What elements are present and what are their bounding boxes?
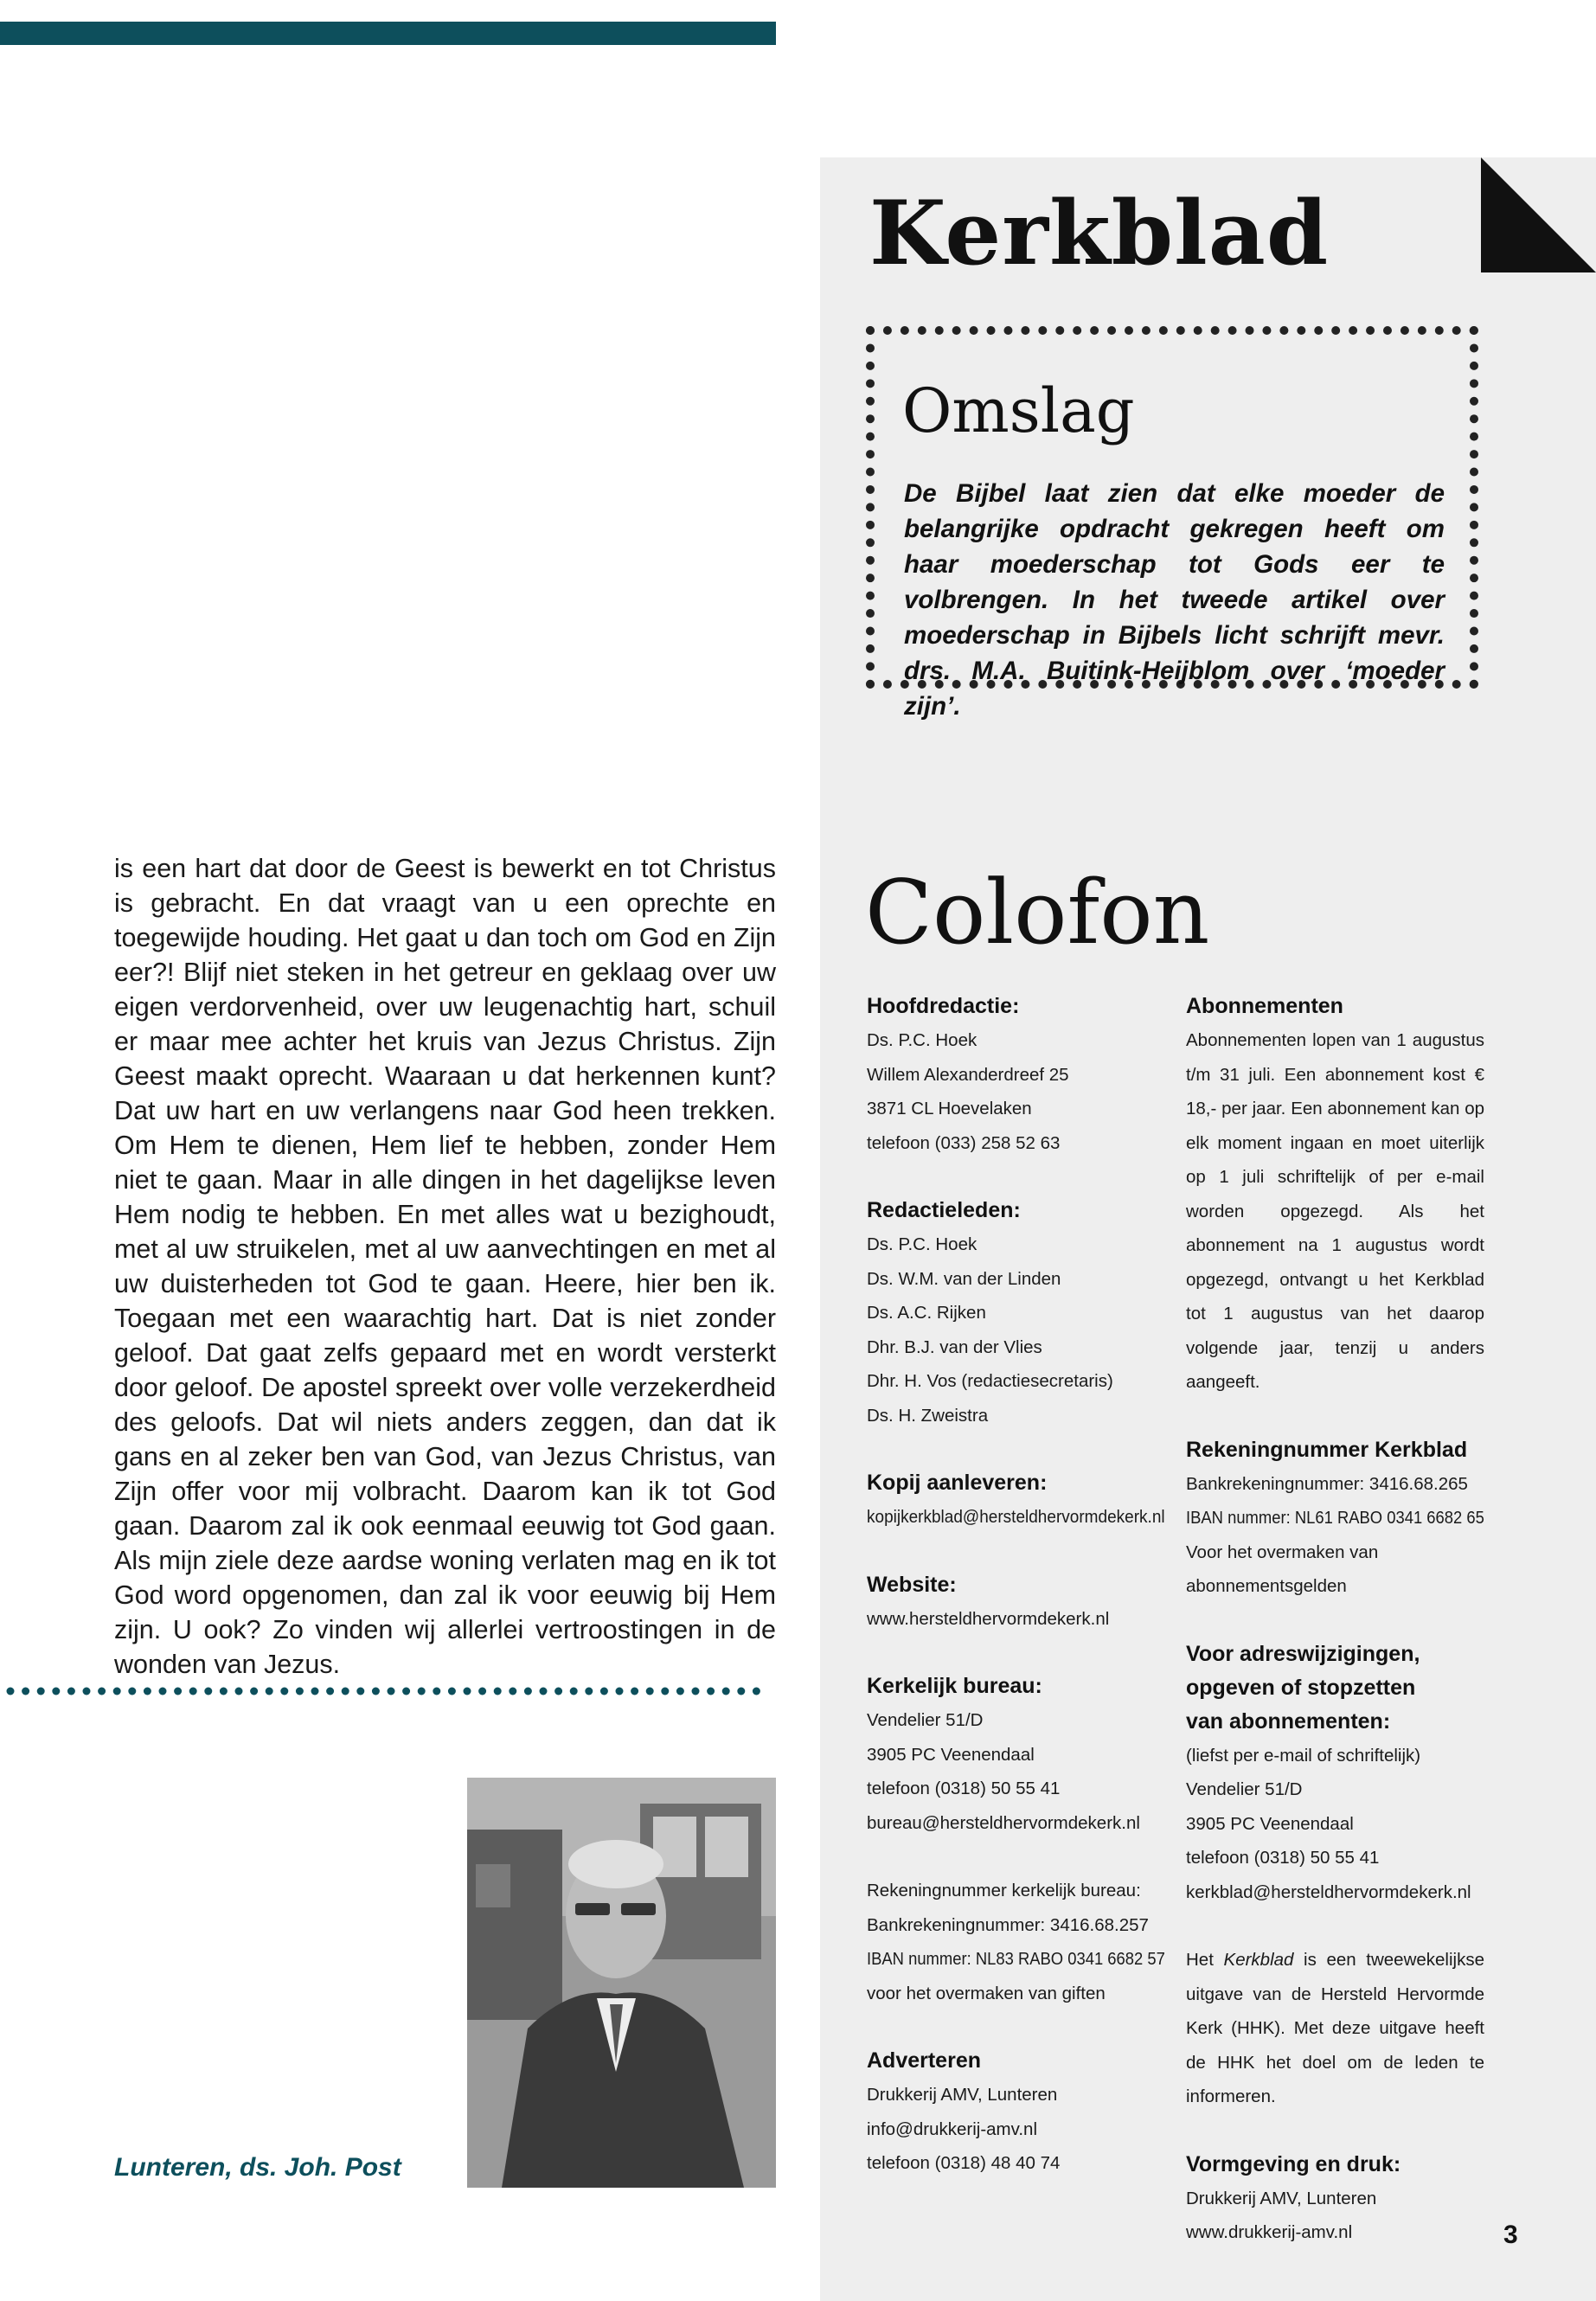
separator-dot <box>707 1688 715 1695</box>
colofon-line: abonnementsgelden <box>1186 1576 1347 1596</box>
colofon-line: Drukkerij AMV, Lunteren <box>1186 2188 1377 2208</box>
colofon-line: Bankrekeningnummer: 3416.68.265 <box>1186 1473 1468 1494</box>
separator-dot <box>189 1688 197 1695</box>
separator-dot <box>402 1688 410 1695</box>
website-link[interactable]: www.hersteldhervormdekerk.nl <box>867 1608 1110 1629</box>
separator-dot <box>509 1688 516 1695</box>
colofon-line: Vendelier 51/D <box>1186 1779 1303 1799</box>
colofon-line: 3905 PC Veenendaal <box>1186 1813 1354 1834</box>
colofon-heading: Rekeningnummer Kerkblad <box>1186 1437 1468 1462</box>
portrait-photo <box>467 1778 776 2188</box>
separator-dot <box>37 1688 45 1695</box>
colofon-line: voor het overmaken van giften <box>867 1983 1106 2003</box>
colofon-heading: Abonnementen <box>1186 994 1343 1018</box>
separator-dot <box>646 1688 654 1695</box>
separator-dot <box>113 1688 121 1695</box>
colofon-block-adreswijzigingen <box>1186 1638 1484 1910</box>
colofon-left-column <box>867 990 1165 2214</box>
colofon-block-rekening-kerkblad <box>1186 1433 1484 1604</box>
drukkerij-link[interactable]: www.drukkerij-amv.nl <box>1186 2222 1353 2242</box>
separator-dot <box>600 1688 608 1695</box>
separator-dot <box>478 1688 486 1695</box>
separator-dot <box>280 1688 288 1695</box>
separator-dot <box>448 1688 456 1695</box>
colofon-line: Voor het overmaken van <box>1186 1541 1379 1562</box>
abonnementen-text: Abonnementen lopen van 1 augustus t/m 31 juli. Een abonnement kost € 18,- per jaar. Een abonnement kan op elk moment ingaan en moet uiterlijk op 1 juli schriftelijk of per e-mail worden opgezegd. Als het abonnement na 1 augustus wordt opgezegd, ontvangt u het Kerkblad tot 1 augustus van het daarop volgende jaar, tenzij u anders aangeeft. <box>1186 1030 1484 1392</box>
top-accent-bar <box>0 22 776 45</box>
colofon-block-kopij <box>867 1466 1165 1535</box>
colofon-line: IBAN nummer: NL61 RABO 0341 6682 65 <box>1186 1508 1484 1528</box>
separator-dot <box>524 1688 532 1695</box>
separator-dot <box>692 1688 700 1695</box>
about-text-part: is een tweewekelijkse uitgave van de Hersteld Hervormde Kerk (HHK). Met deze uitgave heeft de HHK het doel om de leden te informeren. <box>1186 1950 1484 2106</box>
separator-dot <box>418 1688 426 1695</box>
separator-dot <box>372 1688 380 1695</box>
about-text-part: Het <box>1186 1950 1224 1970</box>
colofon-block-about <box>1186 1943 1484 2114</box>
separator-dot <box>266 1688 273 1695</box>
colofon-heading: Voor adreswijzigingen, opgeven of stopzetten van abonnementen: <box>1186 1641 1420 1734</box>
colofon-heading: Redactieleden: <box>867 1198 1021 1222</box>
separator-dot <box>52 1688 60 1695</box>
colofon-block-redactieleden <box>867 1194 1165 1433</box>
separator-dot <box>356 1688 364 1695</box>
colofon-title: Colofon <box>865 862 1210 965</box>
separator-dot <box>250 1688 258 1695</box>
separator-dot <box>98 1688 106 1695</box>
separator-dot <box>737 1688 745 1695</box>
colofon-line: telefoon (0318) 50 55 41 <box>867 1779 1061 1798</box>
page-corner-triangle <box>1481 157 1596 272</box>
colofon-line: Rekeningnummer kerkelijk bureau: <box>867 1881 1141 1900</box>
separator-dot <box>433 1688 440 1695</box>
article-body: is een hart dat door de Geest is bewerkt en tot Christus is gebracht. En dat vraagt van u een oprechte en toegewijde houding. Het gaat u dan toch om God en Zijn eer?! Blijf niet steken in het getreur en geklaag over uw eigen verdorvenheid, over uw leugenachtig hart, schuil er maar mee achter het kruis van Jezus Christus. Zijn Geest maakt oprecht. Waaraan u dat herkennen kunt? Dat uw hart en uw verlangens naar God heen trekken. Om Hem te dienen, Hem lief te hebben, zonder Hem niet te gaan. Maar in alle dingen in het dagelijkse leven Hem nodig te hebben. En met alles wat u bezighoudt, met al uw struikelen, met al uw aanvechtingen en met al uw duisterheden tot God te gaan. Heere, hier ben ik. Toegaan met een waarachtig hart. Dat is niet zonder geloof. Dat gaat zelfs gepaard met en wordt versterkt door geloof. De apostel spreekt over volle verzekerdheid des geloofs. Dat wil niets anders zeggen, dan dat ik gans en al zeker ben van God, van Jezus Christus, van Zijn offer voor mij volbracht. Daarom kan ik tot God gaan. Daarom zal ik ook eenmaal eeuwig tot God gaan. Als mijn ziele deze aardse woning verlaten mag en ik tot God word opgenomen, dan zal ik voor eeuwig bij Hem zijn. U ook? Zo vinden wij allerlei vertroostingen in de wonden van Jezus. <box>114 854 776 1679</box>
separator-dot <box>174 1688 182 1695</box>
colofon-block-adverteren <box>867 2044 1165 2181</box>
colofon-heading: Website: <box>867 1572 957 1597</box>
separator-dot <box>7 1688 15 1695</box>
separator-dot <box>540 1688 548 1695</box>
colofon-line: Ds. H. Zweistra <box>867 1405 989 1426</box>
colofon-line: telefoon (0318) 48 40 74 <box>867 2153 1061 2173</box>
separator-dot <box>494 1688 502 1695</box>
kopij-email[interactable]: kopijkerkblad@hersteldhervormdekerk.nl <box>867 1507 1165 1527</box>
colofon-line: Dhr. H. Vos (redactiesecretaris) <box>867 1371 1113 1391</box>
colofon-block-website <box>867 1568 1165 1637</box>
separator-dot <box>631 1688 638 1695</box>
separator-dot <box>753 1688 760 1695</box>
colofon-line: Ds. W.M. van der Linden <box>867 1268 1061 1289</box>
page-number: 3 <box>1503 2221 1518 2249</box>
separator-dot <box>296 1688 304 1695</box>
colofon-block-hoofdredactie <box>867 990 1165 1160</box>
colofon-line: Dhr. B.J. van der Vlies <box>867 1336 1042 1357</box>
colofon-line: Bankrekeningnummer: 3416.68.257 <box>867 1914 1149 1935</box>
separator-dot <box>570 1688 578 1695</box>
adverteren-email[interactable]: info@drukkerij-amv.nl <box>867 2118 1038 2139</box>
colofon-line: Ds. P.C. Hoek <box>867 1234 977 1254</box>
colofon-line: Vendelier 51/D <box>867 1710 984 1730</box>
colofon-line: IBAN nummer: NL83 RABO 0341 6682 57 <box>867 1949 1165 1969</box>
colofon-line: telefoon (0318) 50 55 41 <box>1186 1848 1380 1868</box>
separator-dot <box>585 1688 593 1695</box>
separator-dot <box>220 1688 228 1695</box>
kerkblad-title: Kerkblad <box>869 182 1330 285</box>
colofon-block-rekening-bureau <box>867 1874 1165 2010</box>
separator-dot <box>144 1688 151 1695</box>
colofon-line: 3871 CL Hoevelaken <box>867 1099 1032 1118</box>
colofon-line: Ds. P.C. Hoek <box>867 1030 977 1050</box>
colofon-block-vormgeving <box>1186 2148 1484 2250</box>
separator-dot <box>311 1688 319 1695</box>
separator-dot <box>22 1688 29 1695</box>
bureau-email[interactable]: bureau@hersteldhervormdekerk.nl <box>867 1812 1140 1833</box>
separator-dot <box>616 1688 624 1695</box>
colofon-block-abonnementen <box>1186 990 1484 1400</box>
dotted-separator <box>5 1685 776 1697</box>
kerkblad-email[interactable]: kerkblad@hersteldhervormdekerk.nl <box>1186 1881 1471 1902</box>
colofon-line: Ds. A.C. Rijken <box>867 1303 986 1323</box>
separator-dot <box>388 1688 395 1695</box>
colofon-right-column <box>1186 990 1484 2284</box>
separator-dot <box>661 1688 669 1695</box>
colofon-heading: Hoofdredactie: <box>867 994 1020 1018</box>
colofon-heading: Adverteren <box>867 2048 981 2073</box>
colofon-line: (liefst per e-mail of schriftelijk) <box>1186 1745 1421 1766</box>
colofon-block-bureau <box>867 1670 1165 1840</box>
about-text <box>1186 1943 1484 2114</box>
separator-dot <box>159 1688 167 1695</box>
colofon-heading: Kerkelijk bureau: <box>867 1674 1042 1698</box>
photo-caption: Lunteren, ds. Joh. Post <box>114 2153 401 2182</box>
separator-dot <box>464 1688 471 1695</box>
colofon-line: Willem Alexanderdreef 25 <box>867 1064 1069 1085</box>
separator-dot <box>204 1688 212 1695</box>
separator-dot <box>676 1688 684 1695</box>
separator-dot <box>342 1688 349 1695</box>
omslag-text: De Bijbel laat zien dat elke moeder de belangrijke opdracht gekregen heeft om haar moederschap tot Gods eer te volbrengen. In het tweede artikel over moederschap in Bijbels licht schrijft mevr. drs. M.A. Buitink-Heijblom over ‘moeder zijn’. <box>904 479 1445 721</box>
colofon-line: 3905 PC Veenendaal <box>867 1744 1035 1765</box>
separator-dot <box>722 1688 730 1695</box>
separator-dot <box>128 1688 136 1695</box>
about-text-kerkblad: Kerkblad <box>1223 1950 1294 1970</box>
separator-dot <box>235 1688 243 1695</box>
colofon-heading: Kopij aanleveren: <box>867 1471 1048 1495</box>
separator-dot <box>554 1688 562 1695</box>
colofon-line: telefoon (033) 258 52 63 <box>867 1132 1061 1153</box>
separator-dot <box>326 1688 334 1695</box>
colofon-heading: Vormgeving en druk: <box>1186 2151 1401 2176</box>
separator-dot <box>67 1688 75 1695</box>
separator-dot <box>83 1688 91 1695</box>
colofon-line: Drukkerij AMV, Lunteren <box>867 2085 1058 2105</box>
omslag-title: Omslag <box>902 375 1135 446</box>
